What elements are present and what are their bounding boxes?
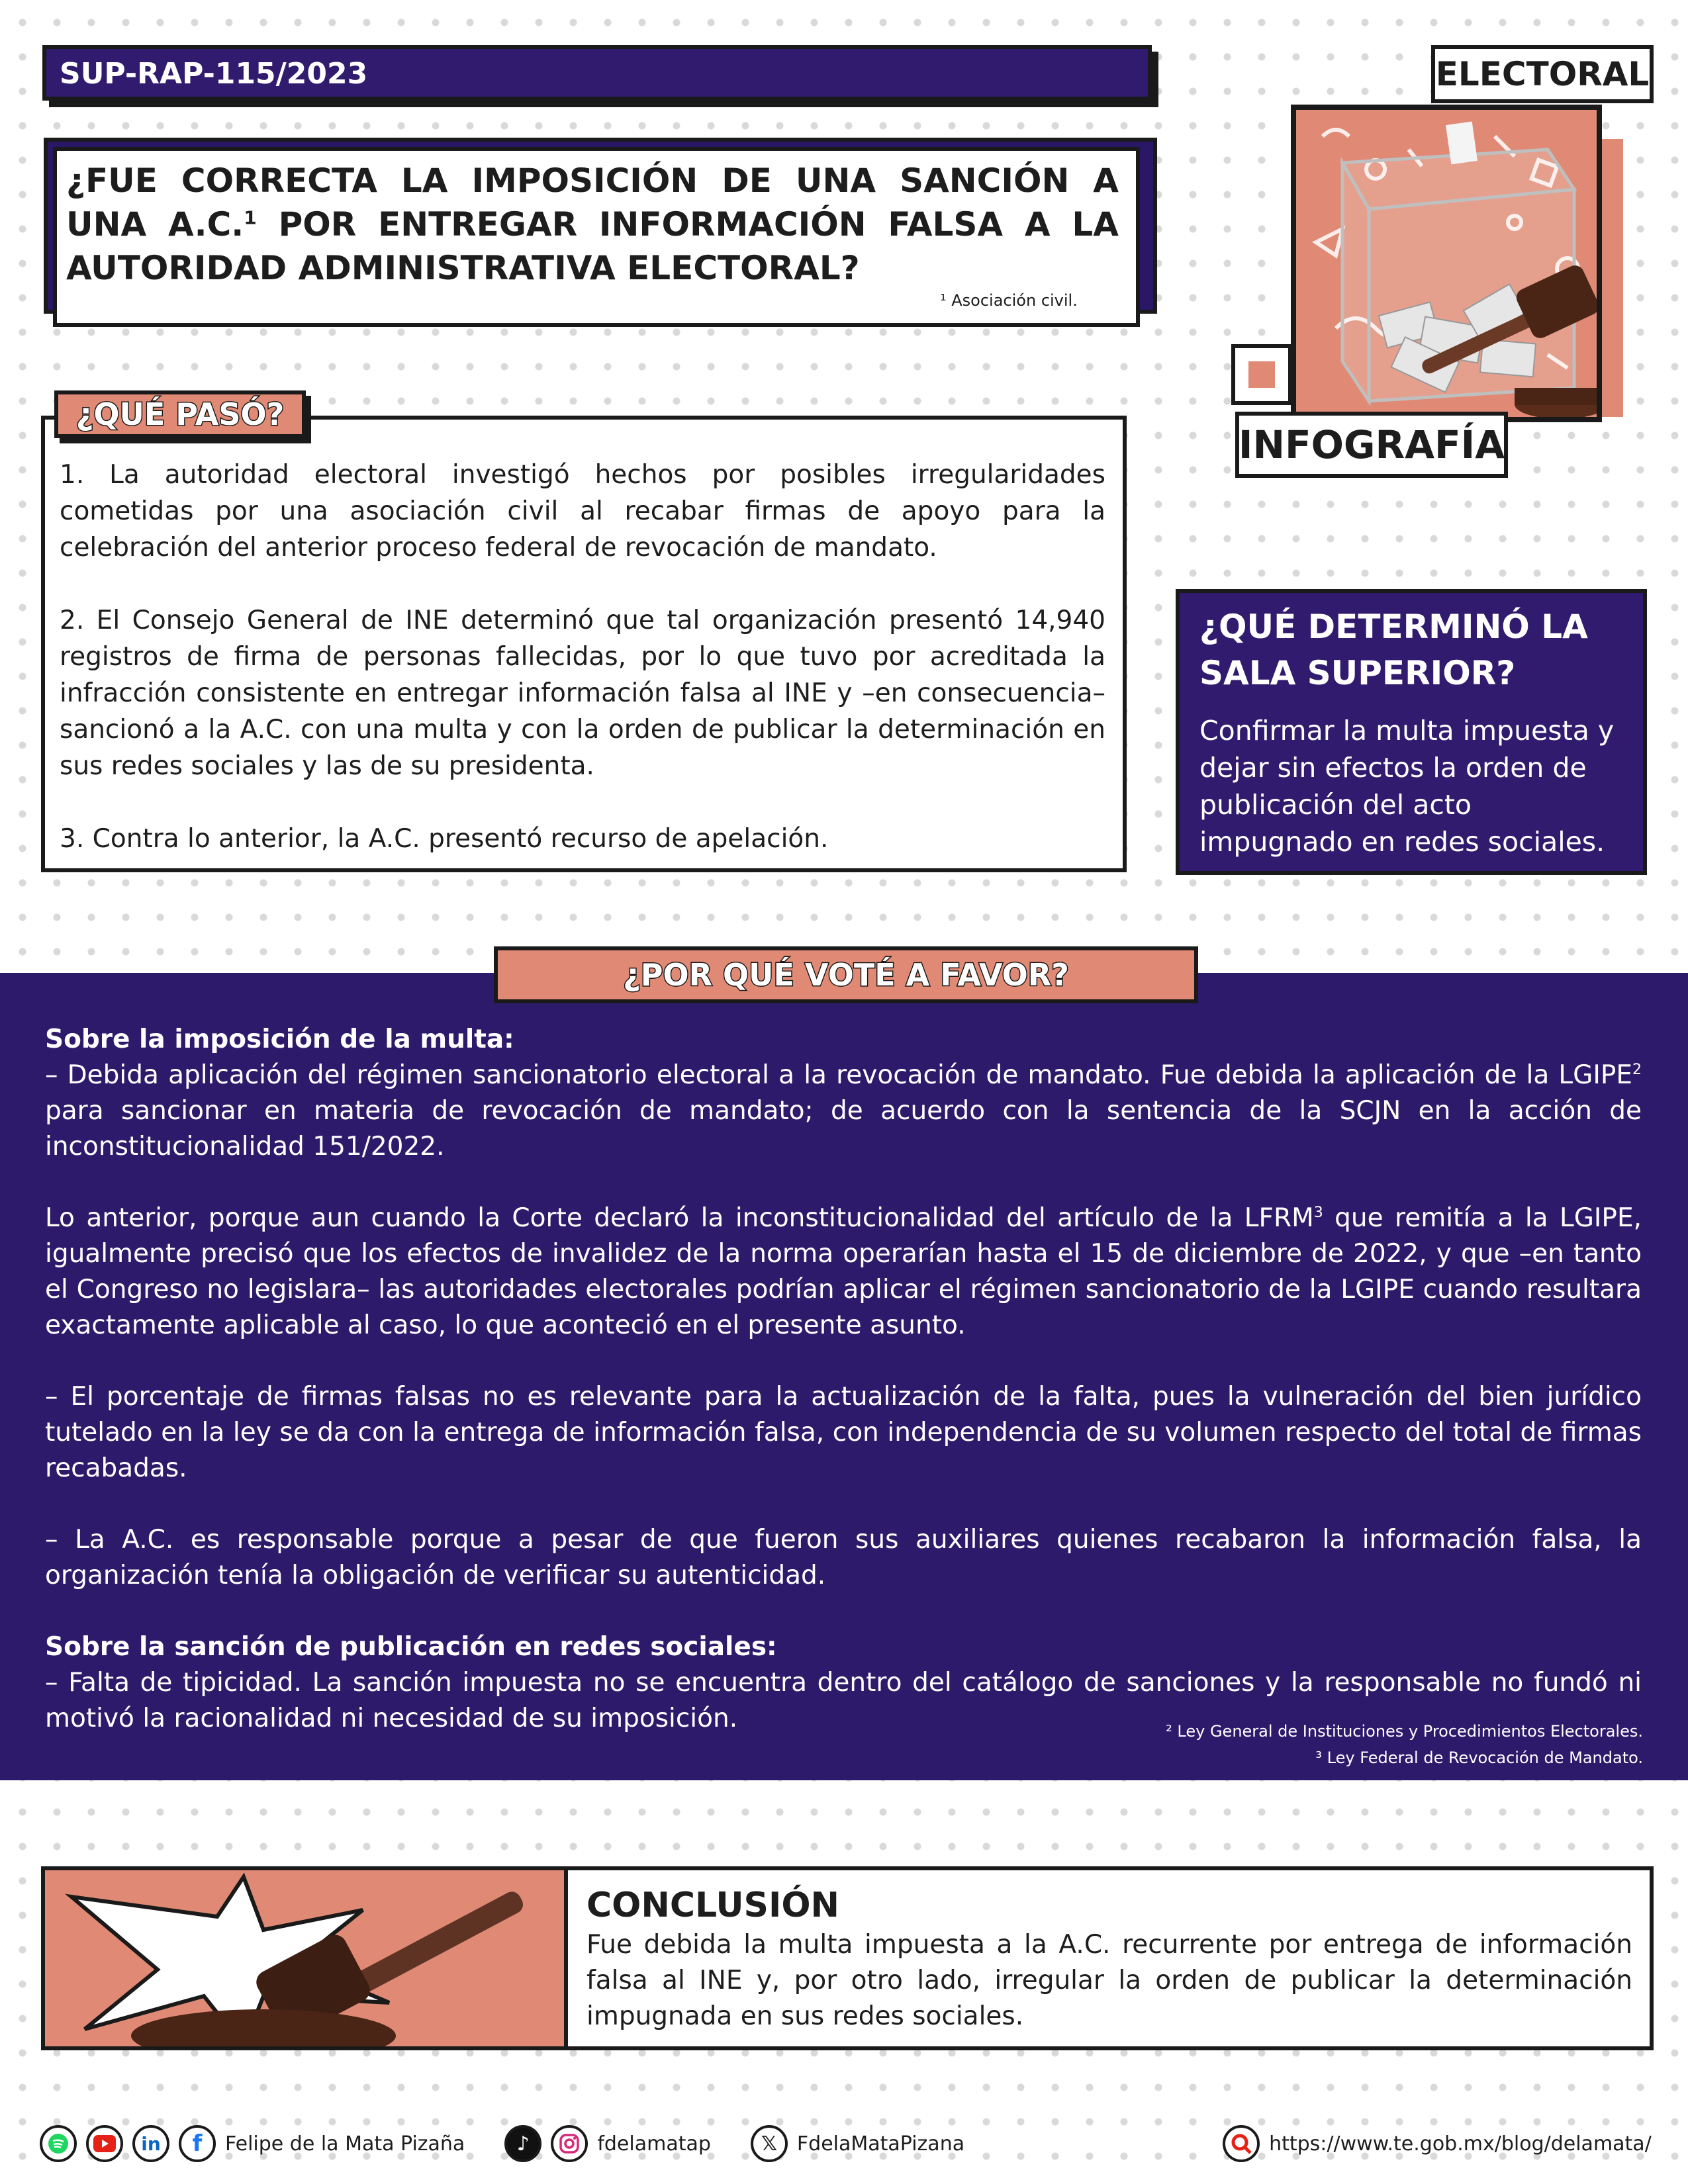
- que-paso-body: [60, 457, 1105, 893]
- linkedin-icon[interactable]: in: [132, 2125, 169, 2162]
- spotify-icon[interactable]: [40, 2125, 77, 2162]
- facebook-icon[interactable]: f: [179, 2125, 216, 2162]
- paragraph: – La A.C. es responsable porque a pesar de que fueron sus auxiliares quienes recabaron la información falsa, la organización tenía la obligación de verificar su autenticidad.: [45, 1525, 1642, 1590]
- band-footnotes: [1166, 1718, 1643, 1771]
- decorative-bar: [1602, 139, 1623, 417]
- question-title: ¿FUE CORRECTA LA IMPOSICIÓN DE UNA SANCIÓN A UNA A.C.$^1$ POR ENTREGAR INFORMACIÓN FALSA A LA AUTORIDAD ADMINISTRATIVA ELECTORAL?: [66, 161, 1119, 287]
- category-tag: ELECTORAL: [1431, 45, 1654, 103]
- por-que-label: [494, 946, 1198, 1003]
- case-number: SUP-RAP-115/2023: [60, 57, 368, 91]
- footer-x-handle: FdelaMataPizana: [796, 2132, 965, 2156]
- section-heading: Sobre la imposición de la multa:: [45, 1024, 514, 1054]
- determino-body: Confirmar la multa impuesta y dejar sin efectos la orden de publicación del acto impugnado en redes sociales.: [1199, 715, 1615, 858]
- footer-url[interactable]: https://www.te.gob.mx/blog/delamata/: [1269, 2132, 1652, 2156]
- conclusion-title: CONCLUSIÓN: [586, 1886, 840, 1925]
- doc-type-tag: INFOGRAFÍA: [1235, 412, 1508, 478]
- footer-handle: fdelamatap: [597, 2132, 711, 2156]
- determino-title: ¿QUÉ DETERMINÓ LA SALA SUPERIOR?: [1199, 608, 1588, 692]
- gavel-illustration: [45, 1870, 568, 2046]
- paso-item: 3. Contra lo anterior, la A.C. presentó recurso de apelación.: [60, 824, 829, 854]
- que-paso-label: [54, 390, 306, 438]
- x-icon[interactable]: 𝕏: [751, 2125, 788, 2162]
- search-icon[interactable]: [1223, 2125, 1260, 2162]
- footnote-1: ¹ Asociación civil.: [940, 291, 1078, 310]
- youtube-icon[interactable]: [86, 2125, 123, 2162]
- paragraph: Lo anterior, porque aun cuando la Corte declaró la inconstitucionalidad del artículo de la LFRM$^3$ que remitía a la LGIPE, igualmente precisó que los efectos de invalidez de la norma operarían hasta el 15 de diciembre de 2022, y que –en tanto el Congreso no legislara– las autoridades electorales podrían aplicar el régimen sancionatorio de la LGIPE cuando resultara exactamente aplicable al caso, lo que aconteció en el presente asunto.: [45, 1203, 1642, 1340]
- ballot-box-illustration: [1291, 105, 1602, 422]
- conclusion-body: Fue debida la multa impuesta a la A.C. recurrente por entrega de información falsa al INE y, por otro lado, irregular la orden de publicar la determinación impugnada en sus redes sociales.: [586, 1930, 1632, 2031]
- paso-item: 1. La autoridad electoral investigó hechos por posibles irregularidades cometidas por una asociación civil al recabar firmas de apoyo para la celebración del anterior proceso federal de revocación de mandato.: [60, 460, 1105, 563]
- footer: [40, 2120, 1655, 2167]
- por-que-label-text: ¿POR QUÉ VOTÉ A FAVOR?: [623, 957, 1069, 993]
- por-que-body: [45, 1022, 1642, 1772]
- paso-item: 2. El Consejo General de INE determinó que tal organización presentó 14,940 registros de firma de personas fallecidas, por lo que tuvo por acreditada la infracción consistente en entregar información falsa al INE y –en consecuencia– sancionó a la A.C. con una multa y con la orden de publicar la determinación en sus redes sociales y las de su presidenta.: [60, 606, 1105, 781]
- paragraph: – Debida aplicación del régimen sancionatorio electoral a la revocación de mandato. Fue debida la aplicación de la LGIPE$^2$ para sancionar en materia de revocación de mandato; de acuerdo con la sentencia de la SCJN en la acción de inconstitucionalidad 151/2022.: [45, 1060, 1642, 1161]
- footnote-2: ² Ley General de Instituciones y Procedimientos Electorales.: [1166, 1722, 1643, 1741]
- tiktok-icon[interactable]: ♪: [504, 2125, 541, 2162]
- que-paso-label-text: ¿QUÉ PASÓ?: [75, 396, 285, 432]
- footer-name: Felipe de la Mata Pizaña: [225, 2132, 465, 2156]
- paragraph: – Falta de tipicidad. La sanción impuesta no se encuentra dentro del catálogo de sanciones y la responsable no fundó ni motivó la racionalidad ni necesidad de su imposición.: [45, 1668, 1642, 1733]
- decorative-square-inner: [1248, 361, 1275, 388]
- section-heading: Sobre la sanción de publicación en redes sociales:: [45, 1632, 777, 1662]
- instagram-icon[interactable]: [551, 2125, 588, 2162]
- paragraph: – El porcentaje de firmas falsas no es relevante para la actualización de la falta, pues la vulneración del bien jurídico tutelado en la ley se da con la entrega de información falsa, con independencia de su volumen respecto del total de firmas recabadas.: [45, 1382, 1642, 1483]
- footnote-3: ³ Ley Federal de Revocación de Mandato.: [1315, 1749, 1643, 1767]
